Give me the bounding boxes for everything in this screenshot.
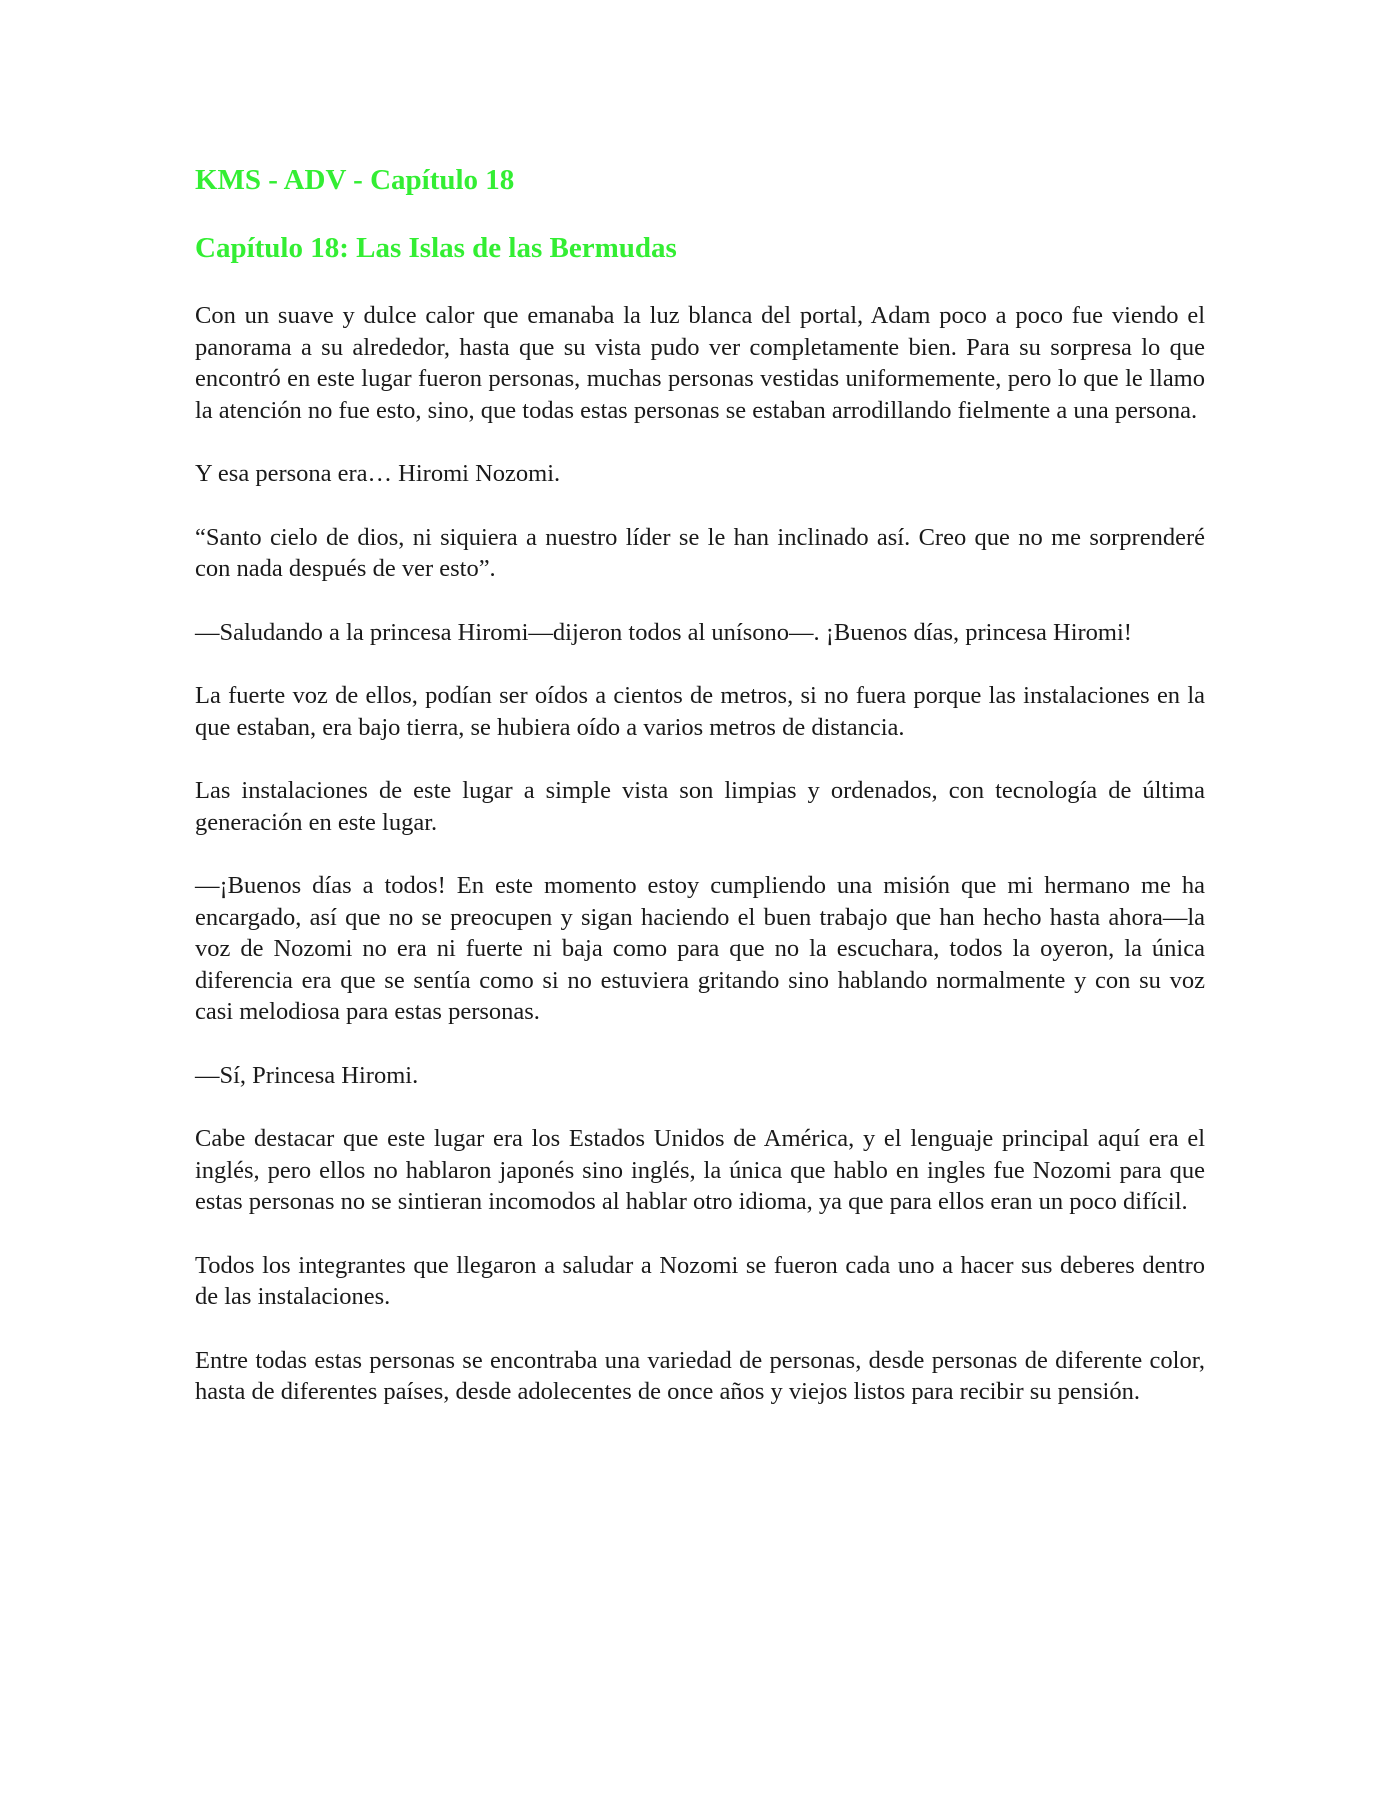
document-title: KMS - ADV - Capítulo 18 [195, 164, 515, 196]
paragraph: —Saludando a la princesa Hiromi—dijeron todos al unísono—. ¡Buenos días, princesa Hiromi! [195, 618, 1132, 646]
paragraph: Las instalaciones de este lugar a simple vista son limpias y ordenados, con tecnología de última generación en este lugar. [195, 777, 1205, 836]
paragraph: Y esa persona era… Hiromi Nozomi. [195, 460, 561, 487]
paragraph: “Santo cielo de dios, ni siquiera a nuestro líder se le han inclinado así. Creo que no me sorprenderé con nada después de ver esto”. [195, 523, 1205, 582]
paragraph: Entre todas estas personas se encontraba una variedad de personas, desde personas de diferente color, hasta de diferentes países, desde adolecentes de once años y viejos listos para recibir su pensión. [195, 1346, 1205, 1405]
document-page [195, 162, 1205, 1440]
paragraph: Con un suave y dulce calor que emanaba la luz blanca del portal, Adam poco a poco fue viendo el panorama a su alrededor, hasta que su vista pudo ver completamente bien. Para su sorpresa lo que encontró en este lugar fueron personas, muchas personas vestidas uniformemente, pero lo que le llamo la atención no fue esto, sino, que todas estas personas se estaban arrodillando fielmente a una persona. [195, 302, 1205, 424]
paragraph: La fuerte voz de ellos, podían ser oídos a cientos de metros, si no fuera porque las instalaciones en la que estaban, era bajo tierra, se hubiera oído a varios metros de distancia. [195, 682, 1205, 741]
paragraph: Cabe destacar que este lugar era los Estados Unidos de América, y el lenguaje principal aquí era el inglés, pero ellos no hablaron japonés sino inglés, la única que hablo en ingles fue Nozomi para que estas personas no se sintieran incomodos al hablar otro idioma, ya que para ellos eran un poco difícil. [195, 1125, 1205, 1215]
paragraph: —Sí, Princesa Hiromi. [195, 1061, 419, 1089]
paragraph: —¡Buenos días a todos! En este momento estoy cumpliendo una misión que mi hermano me ha encargado, así que no se preocupen y sigan haciendo el buen trabajo que han hecho hasta ahora—la voz de Nozomi no era ni fuerte ni baja como para que no la escuchara, todos la oyeron, la única diferencia era que se sentía como si no estuviera gritando sino hablando normalmente y con su voz casi melodiosa para estas personas. [195, 872, 1205, 1025]
chapter-heading: Capítulo 18: Las Islas de las Bermudas [195, 232, 677, 264]
paragraph: Todos los integrantes que llegaron a saludar a Nozomi se fueron cada uno a hacer sus deberes dentro de las instalaciones. [195, 1251, 1205, 1310]
